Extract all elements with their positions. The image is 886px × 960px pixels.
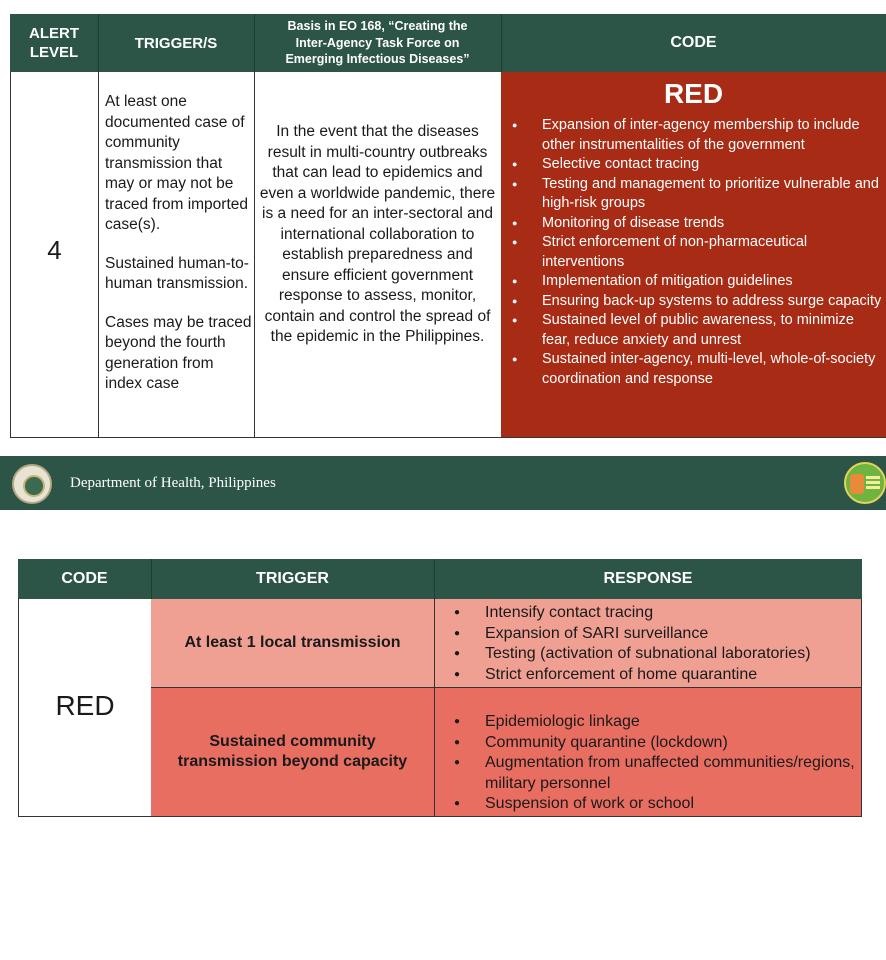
alert-table-body [10,72,886,440]
table-row [151,599,862,688]
triggers-cell [98,72,255,438]
code-action-list [501,116,886,389]
response-item: ● Augmentation from unaffected communities/regions, military personnel [485,753,861,794]
header-code: CODE [61,570,108,587]
code-action-item: ● Implementation of mitigation guidelines [542,272,886,292]
header-code: CODE [670,34,717,51]
header-triggers: TRIGGER/S [134,34,218,52]
code-action-item: ● Sustained level of public awareness, to minimize fear, reduce anxiety and unrest [542,311,886,350]
response-item: ● Testing (activation of subnational laboratories) [485,644,861,665]
code-value: RED [55,689,115,721]
code-cell [501,72,886,438]
code-action-item: ● Ensuring back-up systems to address surge capacity [542,292,886,312]
code-action-item: ● Testing and management to prioritize vulnerable and high-risk groups [542,175,886,214]
response-item: ● Intensify contact tracing [485,603,861,624]
trigger-line: Sustained community [209,732,376,750]
trigger-cell [151,688,435,816]
department-name: Department of Health, Philippines [70,475,276,491]
header-alert-line2: LEVEL [29,44,79,61]
code-action-item: ● Selective contact tracing [542,155,886,175]
alert-level-value: 4 [47,235,62,265]
header-alert-line1: ALERT [29,25,79,42]
response-list [435,712,861,815]
code-action-item: ● Monitoring of disease trends [542,214,886,234]
response-cell [435,688,861,815]
trigger-item: Sustained human-to-human transmission. [105,254,249,292]
header-basis-line2: Inter-Agency Task Force on [295,35,460,50]
alert-level-cell [10,72,99,438]
campaign-logo-icon [844,462,886,504]
code-cell [18,599,152,817]
doh-seal-icon [12,464,52,504]
response-table-header [18,559,862,599]
response-list [435,603,861,685]
trigger-cell: At least 1 local transmission [151,599,435,687]
code-action-item: ● Expansion of inter-agency membership to include other instrumentalities of the government [542,116,886,155]
alert-level-table [10,14,886,440]
response-item: ● Epidemiologic linkage [485,712,861,733]
response-item: ● Suspension of work or school [485,794,861,815]
code-red-title: RED [663,78,724,109]
code-action-item: ● Sustained inter-agency, multi-level, whole-of-society coordination and response [542,350,886,389]
header-basis-line1: Basis in EO 168, “Creating the [287,19,468,34]
trigger-line: transmission beyond capacity [177,753,408,770]
response-item: ● Expansion of SARI surveillance [485,624,861,645]
basis-cell: In the event that the diseases result in multi-country outbreaks that can lead to epidemics and even a worldwide pandemic, there is a need for an inter-sectoral and international collaboration to establish preparedness and ensure efficient government response to assess, monitor, contain and control the spread of the epidemic in the Philippines. [254,72,502,438]
response-cell [435,599,861,685]
code-action-item: ● Strict enforcement of non-pharmaceutical interventions [542,233,886,272]
response-item: ● Strict enforcement of home quarantine [485,665,861,686]
trigger-item: Cases may be traced beyond the fourth generation from index case [105,313,252,392]
header-basis-line3: Emerging Infectious Diseases” [285,52,470,67]
response-item: ● Community quarantine (lockdown) [485,733,861,754]
department-banner [0,456,886,510]
trigger-item: At least one documented case of community transmission that may or may not be traced from imported case(s). [105,93,248,233]
response-table [18,559,862,817]
header-basis [254,14,501,72]
header-response: RESPONSE [603,570,693,587]
header-alert-level [10,14,98,72]
alert-table-header [10,14,886,72]
table-row [151,688,862,817]
header-trigger: TRIGGER [256,570,329,587]
